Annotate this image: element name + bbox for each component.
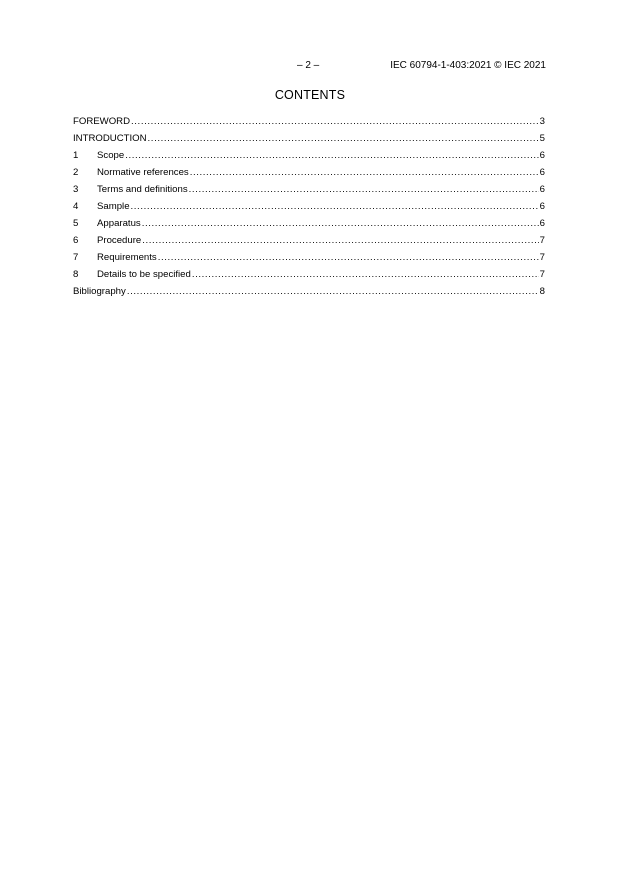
toc-entry-requirements[interactable] [73,249,545,266]
toc-entry-page: 6 [539,201,545,212]
page-number: – 2 – [297,60,320,71]
toc-entry-title: Scope [97,150,125,161]
toc-entry-number: 1 [73,150,79,161]
toc-entry-page: 7 [539,269,545,280]
toc-entry-page: 6 [539,218,545,229]
toc-entry-title: Normative references [97,167,189,178]
document-reference: IEC 60794-1-403:2021 © IEC 2021 [390,60,546,71]
toc-entry-number: 2 [73,167,79,178]
toc-entry-scope[interactable] [73,147,545,164]
toc-entry-sample[interactable] [73,198,545,215]
dot-leader [131,113,539,130]
dot-leader [142,215,539,232]
dot-leader [189,181,539,198]
toc-entry-bibliography[interactable] [73,283,545,300]
toc-entry-title: Terms and definitions [97,184,188,195]
toc-entry-page: 5 [539,133,545,144]
toc-entry-introduction[interactable] [73,130,545,147]
toc-entry-terms-and-definitions[interactable] [73,181,545,198]
toc-entry-page: 8 [539,286,545,297]
page-header [0,60,620,74]
toc-entry-page: 6 [539,167,545,178]
toc-entry-details-to-be-specified[interactable] [73,266,545,283]
toc-entry-page: 7 [539,235,545,246]
dot-leader [125,147,538,164]
toc-entry-apparatus[interactable] [73,215,545,232]
toc-entry-title: Bibliography [73,286,126,297]
toc-entry-page: 7 [539,252,545,263]
toc-entry-number: 7 [73,252,79,263]
dot-leader [131,198,539,215]
toc-entry-title: FOREWORD [73,116,131,127]
dot-leader [192,266,539,283]
toc-entry-number: 5 [73,218,79,229]
dot-leader [158,249,539,266]
dot-leader [190,164,539,181]
toc-entry-page: 3 [539,116,545,127]
toc-entry-number: 4 [73,201,79,212]
dot-leader [127,283,539,300]
dot-leader [148,130,539,147]
table-of-contents [73,113,545,300]
toc-entry-title: Requirements [97,252,157,263]
toc-entry-procedure[interactable] [73,232,545,249]
toc-entry-number: 3 [73,184,79,195]
dot-leader [142,232,538,249]
toc-entry-title: Sample [97,201,130,212]
toc-entry-page: 6 [539,184,545,195]
toc-entry-normative-references[interactable] [73,164,545,181]
toc-entry-number: 6 [73,235,79,246]
toc-entry-title: INTRODUCTION [73,133,147,144]
toc-entry-foreword[interactable] [73,113,545,130]
toc-entry-page: 6 [539,150,545,161]
toc-entry-title: Apparatus [97,218,141,229]
toc-entry-title: Procedure [97,235,142,246]
toc-entry-title: Details to be specified [97,269,191,280]
toc-entry-number: 8 [73,269,79,280]
contents-heading: CONTENTS [274,88,346,102]
